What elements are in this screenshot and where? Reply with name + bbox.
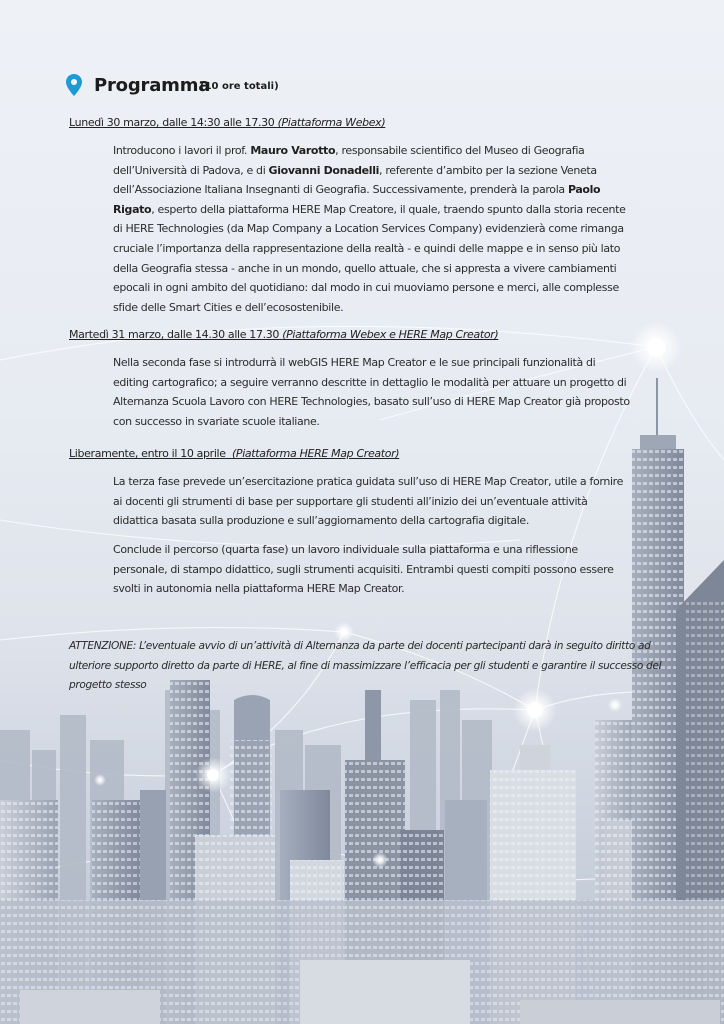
speaker-name: Mauro Varotto bbox=[250, 144, 336, 157]
session-heading-3 bbox=[69, 447, 399, 460]
attention-note: ATTENZIONE: L’eventuale avvio di un’attività di Alternanza da parte dei docenti partecipanti darà in seguito diritto ad ulteriore supporto diretto da parte di HERE, al fine di massimizzare l’efficacia per gli studenti e garantire il successo del progetto stesso bbox=[69, 640, 662, 692]
session-heading-1 bbox=[69, 116, 385, 129]
speaker-name: Paolo Rigato bbox=[113, 183, 601, 216]
session-platform: (Piattaforma Webex) bbox=[277, 116, 386, 129]
page-title: Programma bbox=[94, 75, 211, 96]
session-platform: (Piattaforma HERE Map Creator) bbox=[231, 447, 400, 460]
foreground-buildings bbox=[0, 900, 724, 1024]
session-date: Liberamente, entro il 10 aprile bbox=[69, 447, 226, 460]
location-pin-icon bbox=[66, 74, 82, 96]
session-heading-2 bbox=[69, 328, 498, 341]
session-platform: (Piattaforma Webex e HERE Map Creator) bbox=[282, 328, 499, 341]
session-paragraph: Conclude il percorso (quarta fase) un lavoro individuale sulla piattaforma e una riflessione personale, di stampo didattico, sugli strumenti acquisiti. Entrambi questi compiti possono essere svolti in autonomia nella piattaforma HERE Map Creator. bbox=[113, 543, 614, 596]
session-paragraph: La terza fase prevede un’esercitazione pratica guidata sull’uso di HERE Map Creator, utile a fornire ai docenti gli strumenti di base per supportare gli studenti all’inizio dei un’eventuale attività didattica basata sulla produzione e sull’aggiornamento della cartografia digitale. bbox=[113, 475, 624, 528]
speaker-name: Giovanni Donadelli bbox=[268, 163, 380, 177]
session-paragraph: Introducono i lavori il prof. Mauro Varotto, responsabile scientifico del Museo di Geografia dell’Università di Padova, e di Giovanni Donadelli, referente d’ambito per la sezione Veneta dell’Associazione Italiana Insegnanti di Geografia. Successivamente, prenderà la parola Paolo Rigato, esperto della piattaforma HERE Map Creatore, il quale, traendo spunto dalla storia recente di HERE Technologies (da Map Company a Location Services Company) evidenzierà come rimanga cruciale l’importanza della rappresentazione della realtà - e quindi delle mappe e in senso più lato della Geografia stessa - anche in un mondo, quello attuale, che si appresta a vivere cambiamenti epocali in ogni ambito del quotidiano: dal modo in cui muoviamo persone e merci, alle complesse sfide delle Smart Cities e dell’ecosostenibile. bbox=[113, 144, 626, 314]
session-date: Martedì 31 marzo, dalle 14.30 alle 17.30 bbox=[69, 328, 280, 341]
session-date: Lunedì 30 marzo, dalle 14:30 alle 17.30 bbox=[69, 116, 275, 129]
page-subtitle: (10 ore totali) bbox=[200, 81, 279, 92]
session-paragraph: Nella seconda fase si introdurrà il webGIS HERE Map Creator e le sue principali funzionalità di editing cartografico; a seguire verranno descritte in dettaglio le modalità per attuare un progetto di Alternanza Scuola Lavoro con HERE Technologies, basato sull’uso di HERE Map Creator già proposto con successo in svariate scuole italiane. bbox=[113, 356, 630, 428]
